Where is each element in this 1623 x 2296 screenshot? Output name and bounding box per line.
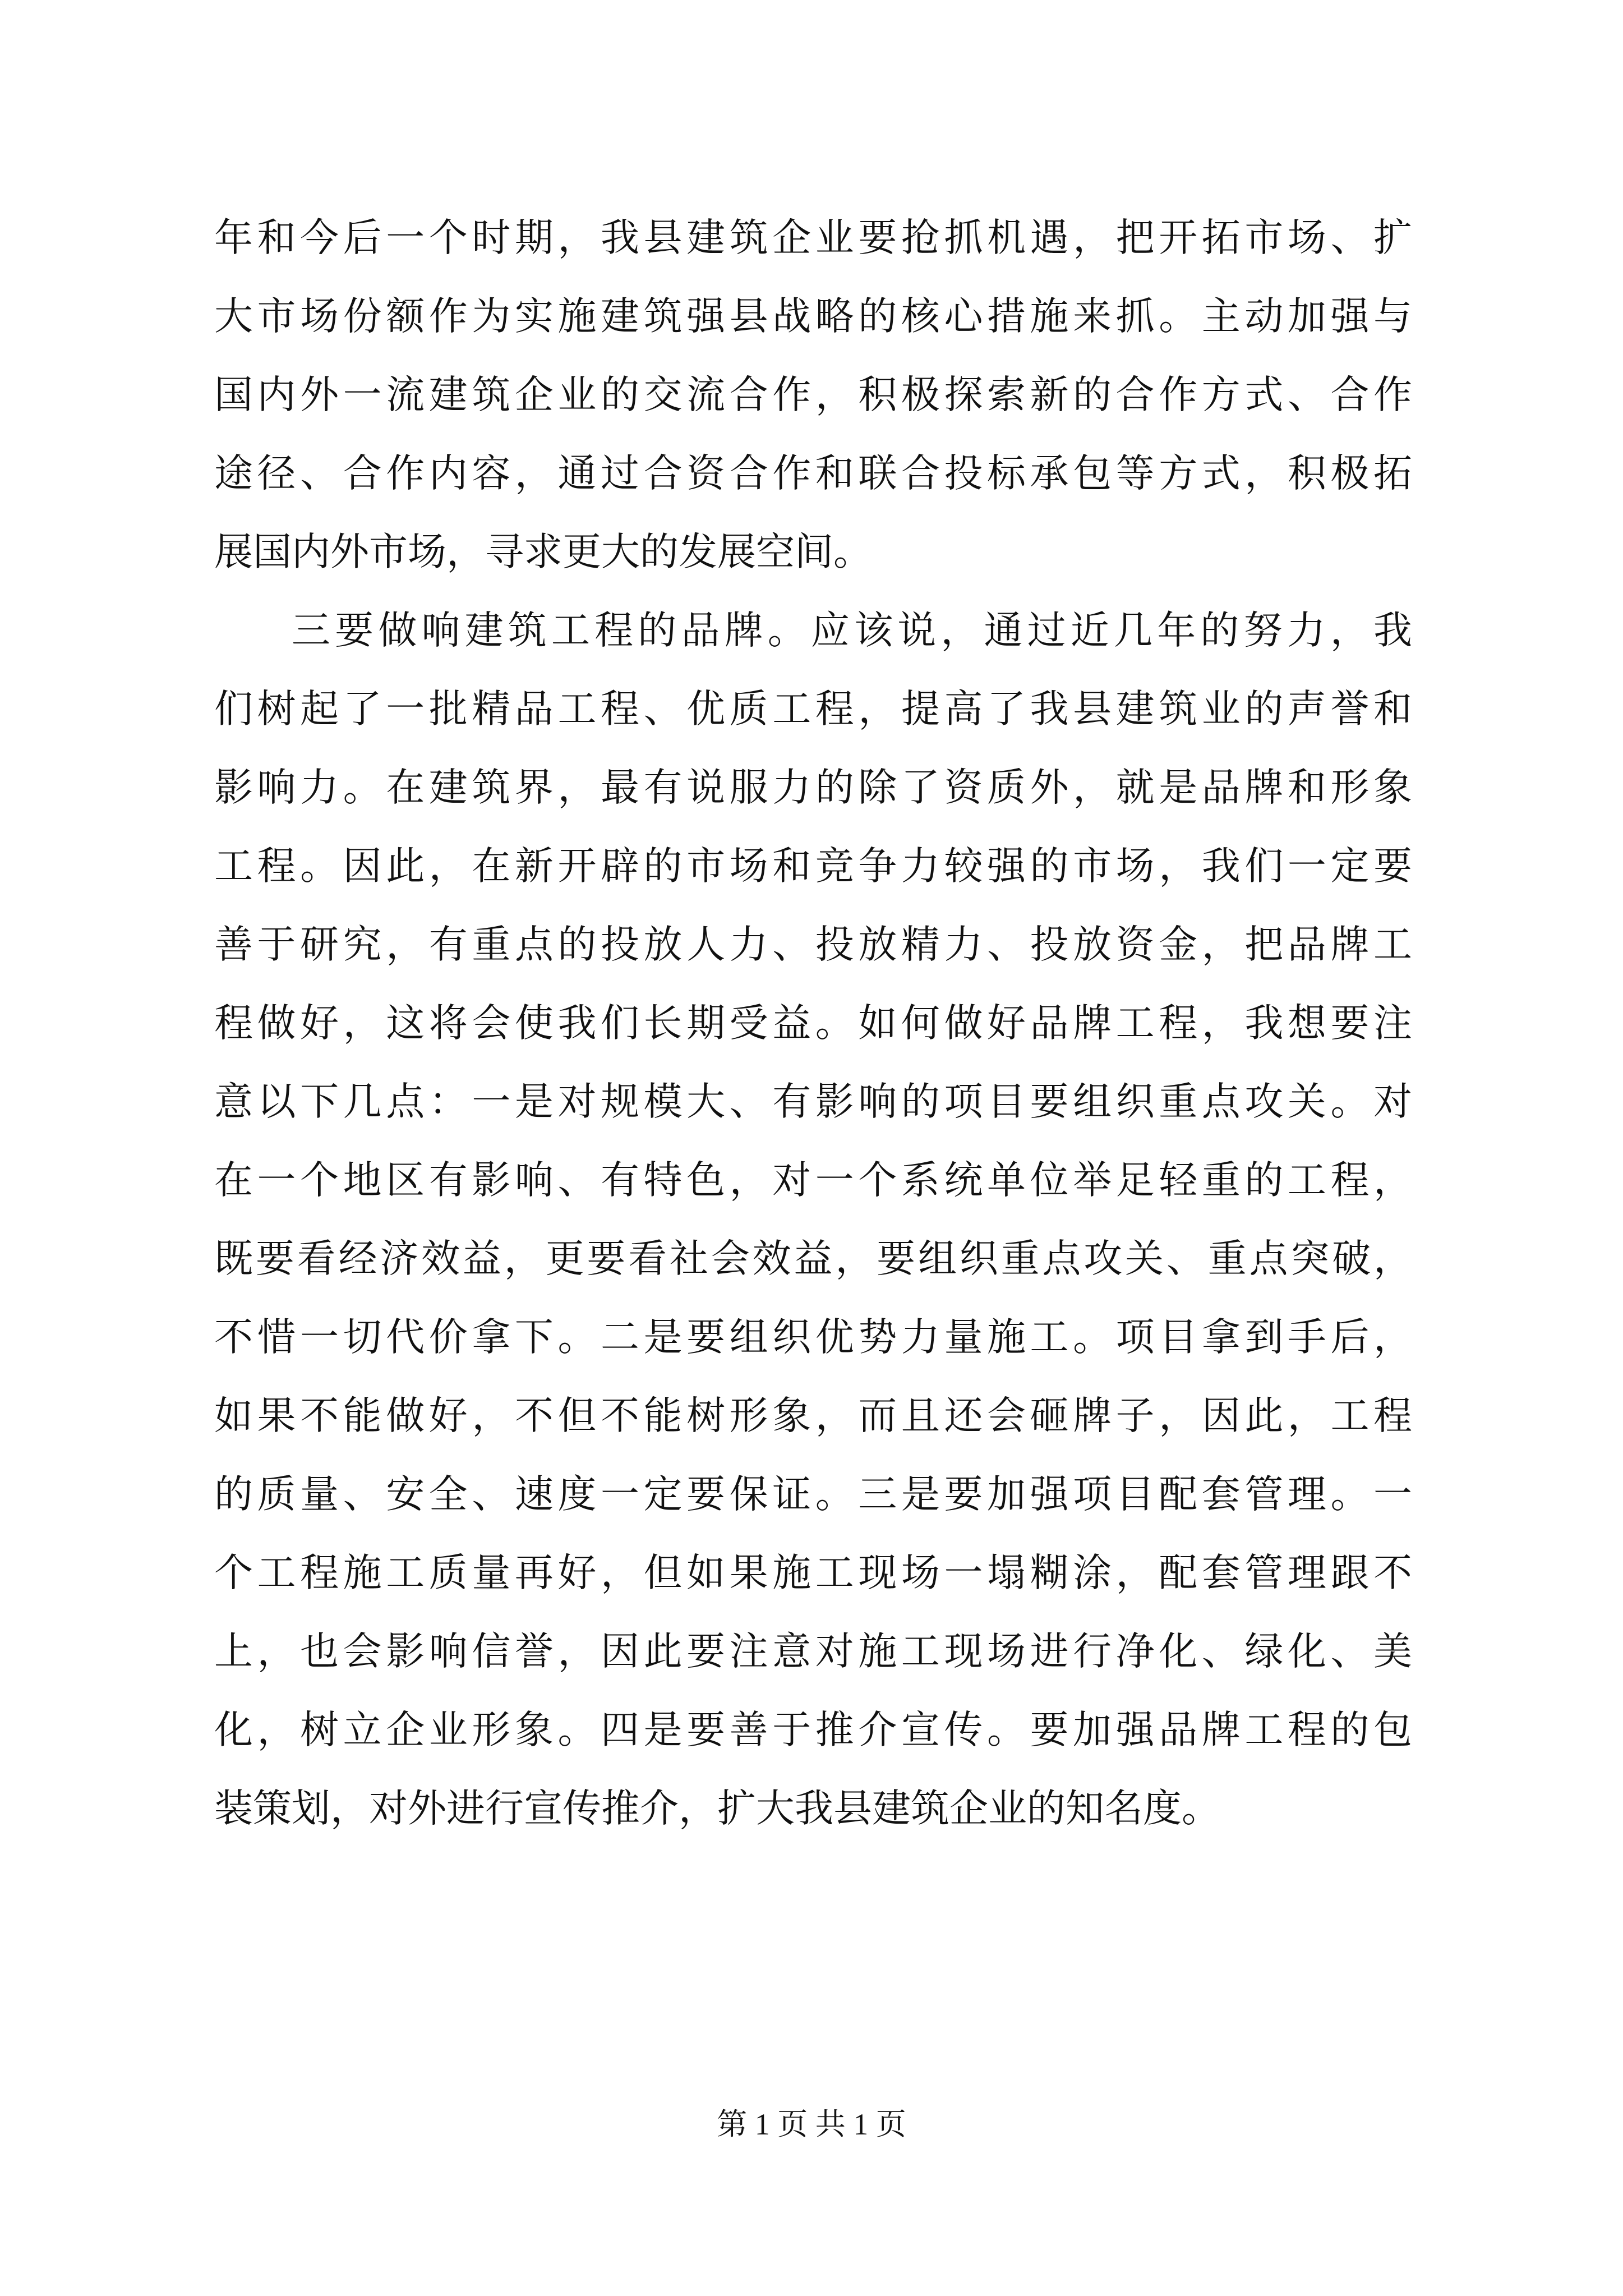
paragraph-line: 大市场份额作为实施建筑强县战略的核心措施来抓。主动加强与 [214,294,1412,339]
paragraph-line: 程做好，这将会使我们长期受益。如何做好品牌工程，我想要注 [214,1001,1412,1046]
paragraph-line: 如果不能做好，不但不能树形象，而且还会砸牌子，因此，工程 [214,1393,1412,1438]
paragraph-line: 化，树立企业形象。四是要善于推介宣传。要加强品牌工程的包 [214,1708,1412,1752]
paragraph-line: 三要做响建筑工程的品牌。应该说，通过近几年的努力，我 [292,608,1412,653]
paragraph-line: 不惜一切代价拿下。二是要组织优势力量施工。项目拿到手后， [214,1315,1412,1360]
paragraph-line: 个工程施工质量再好，但如果施工现场一塌糊涂，配套管理跟不 [214,1550,1412,1595]
paragraph-line: 在一个地区有影响、有特色，对一个系统单位举足轻重的工程， [214,1158,1412,1203]
page-number-footer: 第 1 页 共 1 页 [717,2108,906,2141]
paragraph-line: 影响力。在建筑界，最有说服力的除了资质外，就是品牌和形象 [214,765,1412,810]
paragraph-line: 们树起了一批精品工程、优质工程，提高了我县建筑业的声誉和 [214,687,1412,731]
paragraph-line: 既要看经济效益，更要看社会效益，要组织重点攻关、重点突破， [214,1236,1412,1281]
paragraph-line: 展国内外市场，寻求更大的发展空间。 [214,530,872,574]
paragraph-line: 善于研究，有重点的投放人力、投放精力、投放资金，把品牌工 [214,922,1412,967]
paragraph-line: 意以下几点：一是对规模大、有影响的项目要组织重点攻关。对 [214,1079,1412,1124]
paragraph-line: 上，也会影响信誉，因此要注意对施工现场进行净化、绿化、美 [214,1629,1412,1674]
paragraph-line: 国内外一流建筑企业的交流合作，积极探索新的合作方式、合作 [214,372,1412,417]
document-body [214,199,1412,1848]
paragraph-line: 途径、合作内容，通过合资合作和联合投标承包等方式，积极拓 [214,451,1412,496]
paragraph-line: 工程。因此，在新开辟的市场和竞争力较强的市场，我们一定要 [214,844,1412,889]
paragraph-line: 的质量、安全、速度一定要保证。三是要加强项目配套管理。一 [214,1472,1412,1517]
paragraph-line: 年和今后一个时期，我县建筑企业要抢抓机遇，把开拓市场、扩 [214,215,1412,260]
paragraph-line: 装策划，对外进行宣传推介，扩大我县建筑企业的知名度。 [214,1786,1220,1831]
